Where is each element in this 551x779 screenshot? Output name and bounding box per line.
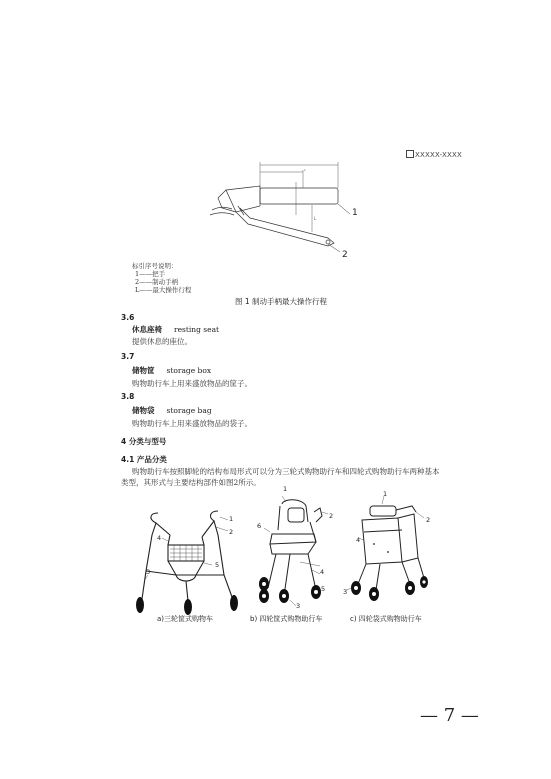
term-en: storage box bbox=[166, 366, 212, 375]
figure1-caption: 图 1 制动手柄最大操作行程 bbox=[235, 297, 328, 306]
term-en: resting seat bbox=[174, 325, 220, 334]
section-number: 3.8 bbox=[121, 392, 135, 401]
legend-item: L——最大操作行程 bbox=[135, 286, 192, 294]
figure1-brake-handle-drawing bbox=[208, 160, 368, 260]
figure2b-callout: 4 bbox=[320, 568, 325, 576]
section-number: 3.6 bbox=[121, 313, 135, 322]
figure2a-callout: 5 bbox=[215, 561, 220, 569]
figure2b-callout: 6 bbox=[257, 522, 262, 530]
page-number: — 7 — bbox=[420, 705, 479, 726]
term-definition: 提供休息的座位。 bbox=[132, 337, 192, 346]
figure2a-callout: 1 bbox=[229, 515, 234, 523]
figure2c-callout: 4 bbox=[356, 536, 361, 544]
term-definition: 购物助行车上用来盛放物品的袋子。 bbox=[132, 419, 252, 428]
figure2a-callout: 3 bbox=[146, 568, 151, 576]
figure1-legend bbox=[132, 262, 191, 294]
svg-text:L: L bbox=[304, 168, 306, 172]
figure2a-caption: a)三轮筐式购物车 bbox=[157, 615, 214, 623]
term-definition: 购物助行车上用来盛放物品的筐子。 bbox=[132, 379, 252, 388]
figure2b-four-wheel-basket-walker-drawing bbox=[250, 492, 338, 612]
figure2c-callout: 1 bbox=[383, 490, 388, 498]
figure2c-callout: 3 bbox=[343, 588, 348, 596]
legend-item: 1——把手 bbox=[135, 270, 166, 278]
term-zh: 休息座椅 bbox=[132, 325, 162, 334]
document-code: XXXXX-XXXX bbox=[406, 150, 462, 159]
figure2a-callout: 2 bbox=[229, 528, 234, 536]
term-zh: 储物筐 bbox=[132, 366, 155, 375]
figure2a-three-wheel-cart-drawing bbox=[128, 505, 243, 617]
figure2c-four-wheel-bag-walker-drawing bbox=[340, 492, 435, 612]
section-heading: 4.1 产品分类 bbox=[121, 455, 167, 464]
figure2b-callout: 1 bbox=[283, 485, 288, 493]
figure2c-caption: c) 四轮袋式购物助行车 bbox=[350, 615, 422, 623]
term-line bbox=[132, 324, 219, 335]
term-line bbox=[132, 365, 211, 376]
body-paragraph: 购物助行车按照脚轮的结构布局形式可以分为三轮式购物助行车和四轮式购物助行车两种基本类型，其形式与主要结构部件如图2所示。 bbox=[121, 467, 440, 487]
section-number: 3.7 bbox=[121, 352, 135, 361]
figure2b-caption: b) 四轮筐式购物助行车 bbox=[250, 615, 323, 623]
figure2b-callout: 3 bbox=[296, 602, 301, 610]
figure2b-callout: 5 bbox=[321, 585, 326, 593]
checkbox-glyph bbox=[406, 150, 414, 158]
legend-title: 标引序号说明： bbox=[132, 262, 178, 270]
figure1-callout-2: 2 bbox=[342, 250, 348, 260]
figure2b-callout: 2 bbox=[329, 512, 334, 520]
svg-text:L: L bbox=[314, 216, 317, 221]
term-line bbox=[132, 405, 212, 416]
term-en: storage bag bbox=[166, 406, 212, 415]
chapter-heading: 4 分类与型号 bbox=[121, 437, 167, 446]
figure2a-callout: 4 bbox=[157, 534, 162, 542]
legend-item: 2——制动手柄 bbox=[135, 278, 179, 286]
term-zh: 储物袋 bbox=[132, 406, 155, 415]
figure1-callout-1: 1 bbox=[352, 208, 358, 218]
figure2c-callout: 2 bbox=[426, 516, 431, 524]
